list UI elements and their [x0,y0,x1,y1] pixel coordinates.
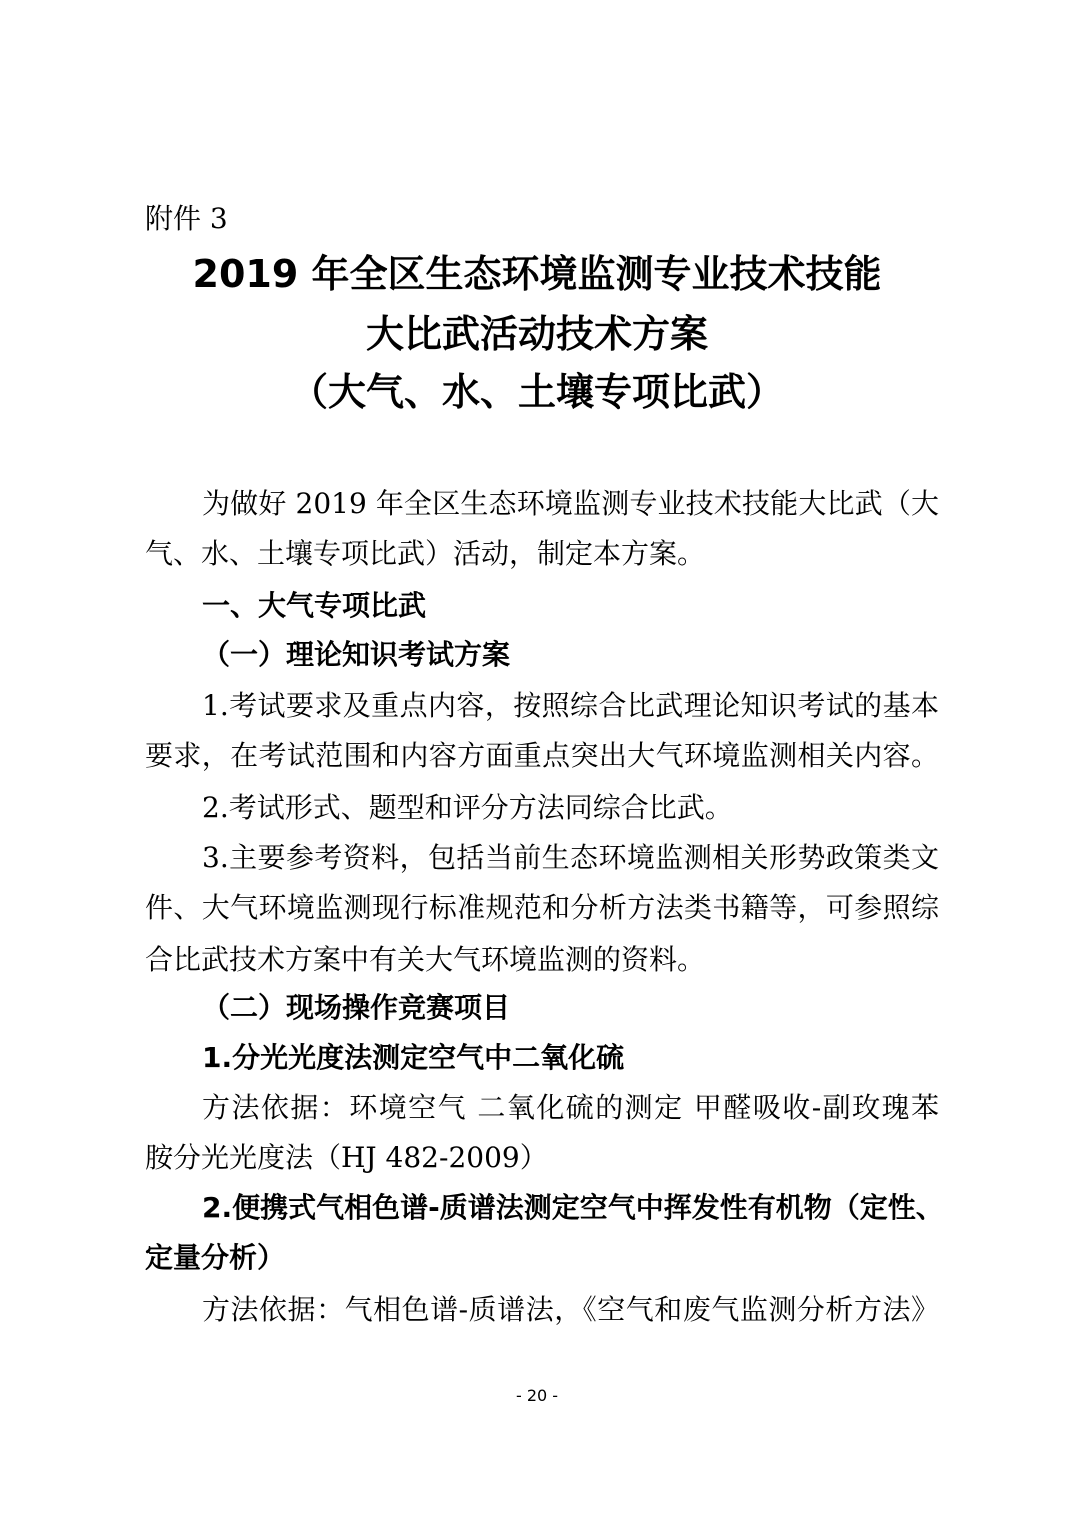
intro-paragraph-line-2: 气、水、土壤专项比武）活动，制定本方案。 [145,537,706,570]
item-3-line-1: 3.主要参考资料，包括当前生态环境监测相关形势政策类文 [202,841,939,874]
attachment-label: 附件 3 [145,202,228,235]
item-3-line-3: 合比武技术方案中有关大气环境监测的资料。 [145,943,706,976]
project-1-title: 1.分光光度法测定空气中二氧化硫 [202,1041,625,1074]
subsection-heading-theory-exam: （一）理论知识考试方案 [202,638,511,671]
subsection-heading-field-operation: （二）现场操作竞赛项目 [202,991,511,1024]
page-number: - 20 - [515,1386,559,1405]
project-1-method-line-1: 方法依据：环境空气 二氧化硫的测定 甲醛吸收-副玫瑰苯 [202,1091,939,1124]
item-3-line-2: 件、大气环境监测现行标准规范和分析方法类书籍等，可参照综 [145,891,939,924]
project-2-method-line-1: 方法依据：气相色谱-质谱法，《空气和废气监测分析方法》 [202,1293,939,1326]
document-title-line-3: （大气、水、土壤专项比武） [289,370,784,414]
item-2: 2.考试形式、题型和评分方法同综合比武。 [202,791,733,824]
document-title-line-1: 2019 年全区生态环境监测专业技术技能 [192,252,882,296]
intro-paragraph-line-1: 为做好 2019 年全区生态环境监测专业技术技能大比武（大 [202,487,939,520]
document-title-line-2: 大比武活动技术方案 [365,312,708,356]
section-heading-air: 一、大气专项比武 [202,589,427,622]
project-2-title-line-1: 2.便携式气相色谱-质谱法测定空气中挥发性有机物（定性、 [202,1191,944,1224]
project-1-method-line-2: 胺分光光度法（HJ 482-2009） [145,1141,548,1174]
project-2-title-line-2: 定量分析） [145,1241,286,1274]
item-1-line-1: 1.考试要求及重点内容，按照综合比武理论知识考试的基本 [202,689,939,722]
item-1-line-2: 要求，在考试范围和内容方面重点突出大气环境监测相关内容。 [145,739,939,772]
